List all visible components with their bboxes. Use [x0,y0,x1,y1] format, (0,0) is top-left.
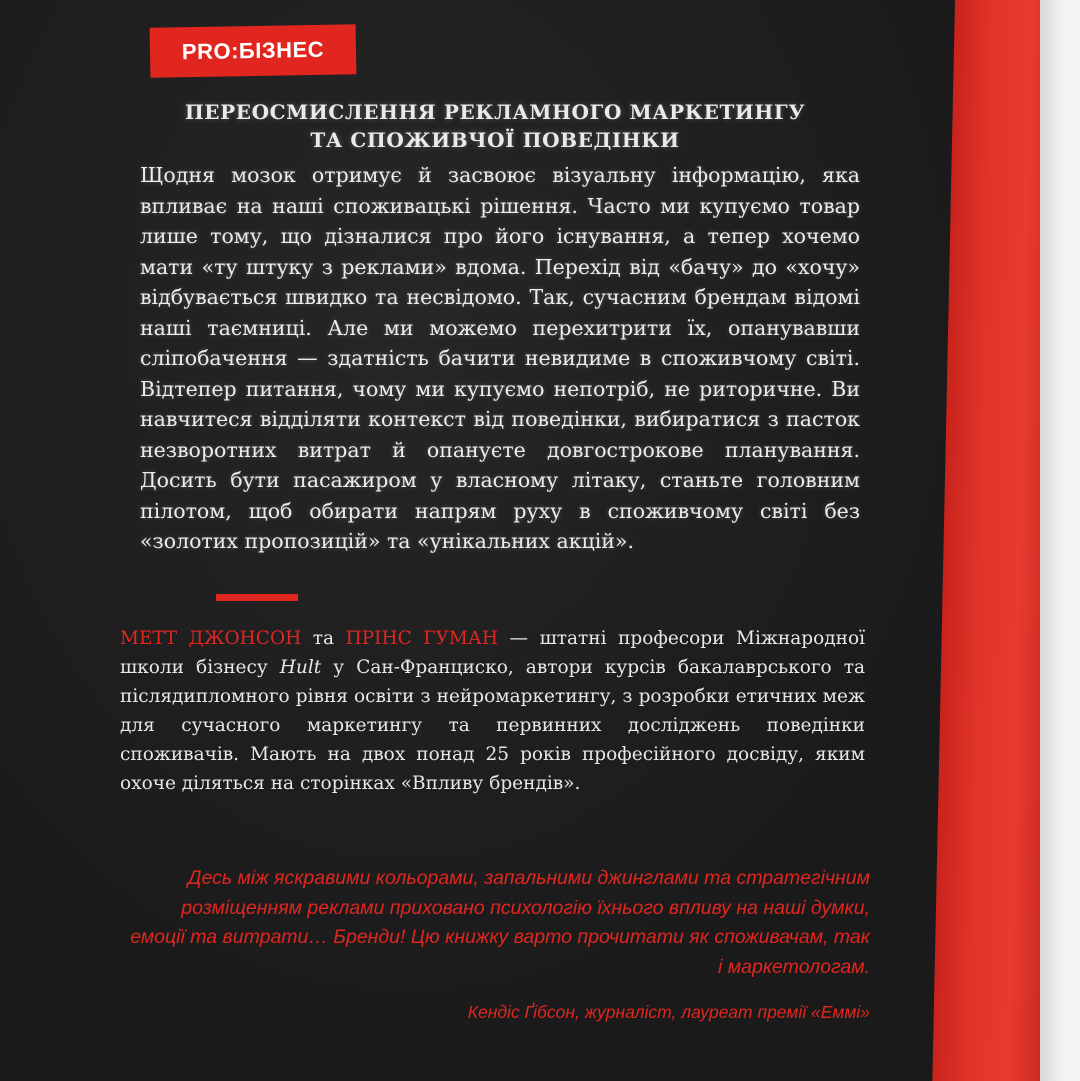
blurb-paragraph: Щодня мозок отримує й засвоює візуальну інформацію, яка впливає на наші споживацькі рішення. Часто ми купуємо товар лише тому, що дізналися про його існування, а тепер хочемо мати «ту штуку з реклами» вдома. Перехід від «бачу» до «хочу» відбувається швидко та несвідомо. Так, сучасним брендам відомі наші таємниці. Але ми можемо перехитрити їх, опанувавши сліпобачення — здатність бачити невидиме в споживчому світі. Відтепер питання, чому ми купуємо непотріб, не риторичне. Ви навчитеся відділяти контекст від поведінки, вибиратися з пасток незворотних витрат й опануєте довгострокове планування. Досить бути пасажиром у власному літаку, станьте головним пілотом, щоб обирати напрям руху в споживчому світі без «золотих пропозицій» та «унікальних акцій». [140,163,860,553]
school-name: Hult [279,657,322,678]
author-bio-text-2: у Сан-Франциско, автори курсів бакалаврського та післядипломного рівня освіти з нейромаркетингу, з розробки етичних меж для сучасного маркетингу та первинних досліджень поведінки споживачів. Мають на двох понад 25 років професійного досвіду, яким охоче діляться на сторінках «Впливу брендів». [120,657,865,794]
author-2-name: ПРІНС ГУМАН [345,628,499,649]
series-badge: PRO:БІЗНЕС [150,24,357,78]
author-1-name: МЕТТ ДЖОНСОН [120,628,302,649]
author-bio [120,624,865,798]
background-surface [1040,0,1080,1081]
red-divider [216,594,298,601]
headline-line-2: ТА СПОЖИВЧОЇ ПОВЕДІНКИ [310,128,680,152]
headline [180,98,810,154]
blurb [140,160,860,557]
author-bio-text-1: — штатні професори Міжнародної школи бізнесу [120,628,866,678]
author-conjunction: та [301,628,346,649]
endorsement-quote: Десь між яскравими кольорами, запальними джинглами та стратегічним розміщенням реклами приховано психологію їхнього впливу на наші думки, емоції та витрати… Бренди! Цю книжку варто прочитати як споживачам, так і маркетологам. [130,867,870,978]
headline-line-1: ПЕРЕОСМИСЛЕННЯ РЕКЛАМНОГО МАРКЕТИНГУ [184,100,806,124]
endorsement-author: Кендіс Ґібсон, журналіст, лауреат премії «Еммі» [467,1002,870,1022]
